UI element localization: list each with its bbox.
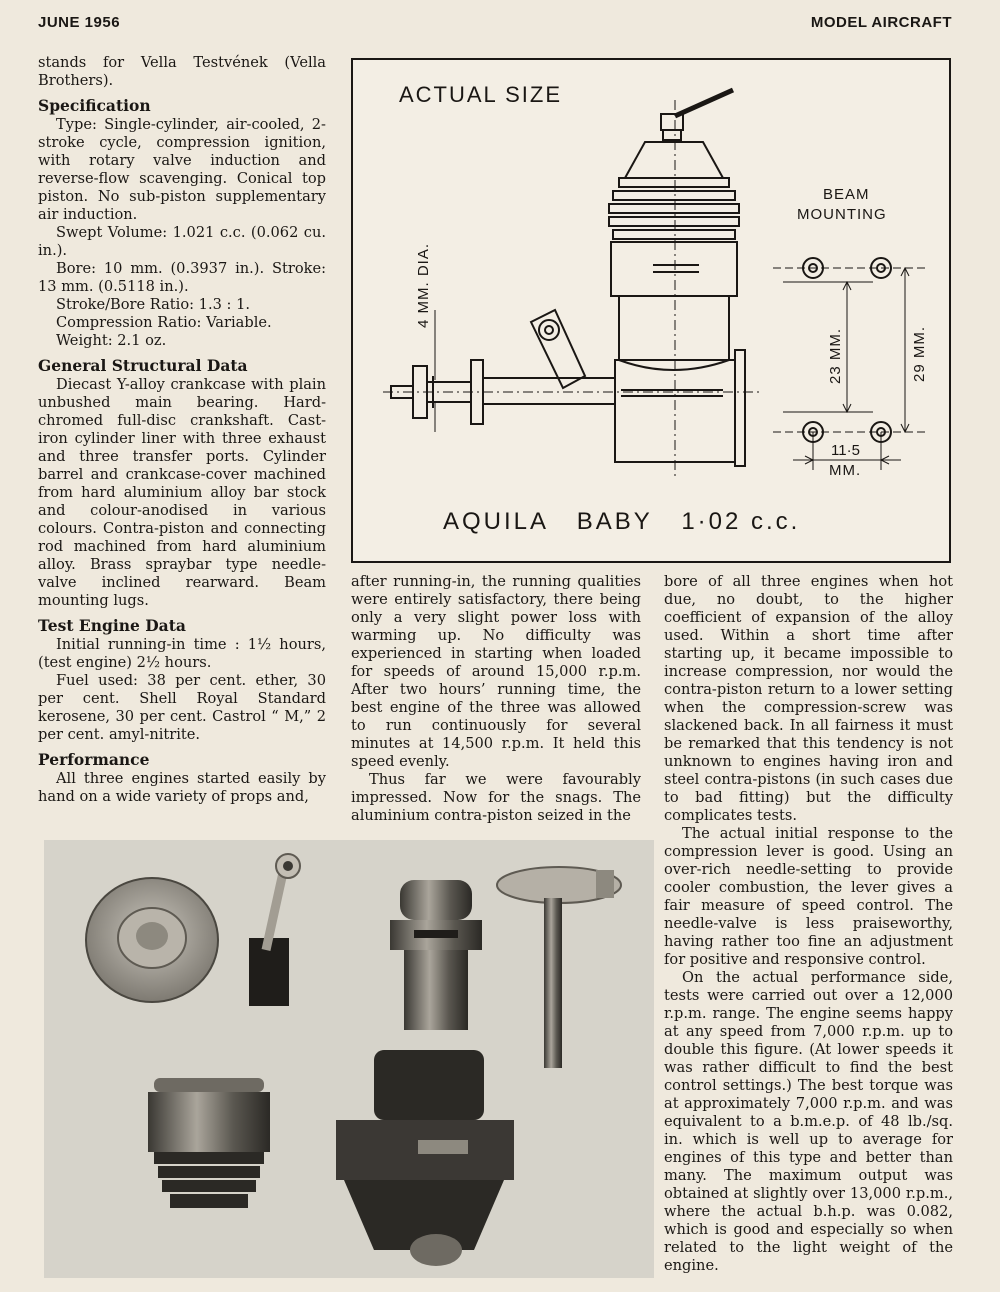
spec-weight: Weight: 2.1 oz. bbox=[56, 332, 167, 349]
spec-compression: Compression Ratio: Variable. bbox=[56, 314, 272, 331]
performance-text: All three engines started easily by hand on a wide variety of props and, bbox=[38, 770, 326, 805]
col3-para-1: bore of all three engines when hot due, no doubt, to the higher coefficient of expansion of the alloy used. Within a short time after starting up, it became impossible to increase compression, nor would the contra-piston return to a lower setting when the compression-screw was slackened back. In all fairness it must be remarked that this tendency is not unknown to engines having iron and steel contra-pistons (in such cases due to bad fitting) but the difficulty complicates tests. bbox=[664, 573, 953, 824]
dia-dimension-label: 4 MM. DIA. bbox=[415, 242, 432, 328]
col3-para-2: The actual initial response to the compression lever is good. Using an over-rich needle-setting to provide cooler combustion, the lever gives a fair measure of speed control. The needle-valve is less praiseworthy, having rather too fine an adjustment for positive and responsive control. bbox=[664, 825, 953, 968]
column-1 bbox=[38, 54, 326, 806]
page-header-date: JUNE 1956 bbox=[38, 14, 121, 31]
diagram-caption: AQUILA BABY 1·02 c.c. bbox=[443, 508, 801, 535]
structural-heading: General Structural Data bbox=[38, 356, 248, 375]
col2-para-1: after running-in, the running qualities were entirely satisfactory, there being only a very slight power loss with warming up. No difficulty was experienced in starting when loaded for speeds of around 15,000 r.p.m. After two hours’ running time, the best engine of the three was allowed to run continuously for several minutes at 14,500 r.p.m. It held this speed evenly. bbox=[351, 573, 641, 770]
test-running-in: Initial running-in time : 1½ hours, (test engine) 2½ hours. bbox=[38, 636, 326, 671]
engine-parts-photo bbox=[44, 840, 654, 1278]
dim-29mm-label: 29 MM. bbox=[911, 325, 928, 382]
beam-mounting-label-1: BEAM bbox=[823, 186, 870, 203]
actual-size-label: ACTUAL SIZE bbox=[399, 82, 562, 107]
spec-bore-stroke: Bore: 10 mm. (0.3937 in.). Stroke: 13 mm. (0.5118 in.). bbox=[38, 260, 326, 295]
column-3 bbox=[664, 573, 953, 1275]
test-engine-heading: Test Engine Data bbox=[38, 616, 186, 635]
dim-11-5-label: 11·5 bbox=[831, 442, 860, 459]
dim-23mm-label: 23 MM. bbox=[827, 327, 844, 384]
col3-para-3: On the actual performance side, tests were carried out over a 12,000 r.p.m. range. The engine seems happy at any speed from 7,000 r.p.m. up to double this figure. (At lower speeds it was rather difficult to find the best control settings.) The best torque was at approximately 7,000 r.p.m. and was equivalent to a b.m.e.p. of 48 lb./sq. in. which is well up to average for engines of this type and better than many. The maximum output was obtained at slightly over 13,000 r.p.m., where the actual b.h.p. was 0.082, which is good and especially so when related to the light weight of the engine. bbox=[664, 969, 953, 1274]
structural-text: Diecast Y-alloy crankcase with plain unbushed main bearing. Hard-chromed full-disc crankshaft. Cast-iron cylinder liner with three exhaust and three transfer ports. Cylinder barrel and crankcase-cover machined from hard aluminium alloy bar stock and colour-anodised in various colours. Contra-piston and connecting rod machined from hard aluminium alloy. Brass spraybar type needle-valve inclined rearward. Beam mounting lugs. bbox=[38, 376, 326, 609]
specification-heading: Specification bbox=[38, 96, 151, 115]
spec-type: Type: Single-cylinder, air-cooled, 2-stroke cycle, compression ignition, with rotary valve induction and reverse-flow scavenging. Conical top piston. No sub-piston supplementary air induction. bbox=[38, 116, 326, 223]
page-header-magazine: MODEL AIRCRAFT bbox=[810, 14, 952, 31]
beam-mounting-label-2: MOUNTING bbox=[797, 206, 887, 223]
spec-swept-volume: Swept Volume: 1.021 c.c. (0.062 cu. in.). bbox=[38, 224, 326, 259]
column-2 bbox=[351, 573, 641, 825]
intro-text: stands for Vella Testvének (Vella Brothers). bbox=[38, 54, 326, 89]
dim-mm-label: MM. bbox=[829, 462, 862, 479]
performance-heading: Performance bbox=[38, 750, 150, 769]
col2-para-2: Thus far we were favourably impressed. Now for the snags. The aluminium contra-piston seized in the bbox=[351, 771, 641, 824]
engine-drawing bbox=[353, 60, 949, 561]
engine-diagram bbox=[351, 58, 951, 563]
engine-parts-image bbox=[44, 840, 654, 1278]
spec-ratio: Stroke/Bore Ratio: 1.3 : 1. bbox=[56, 296, 251, 313]
test-fuel: Fuel used: 38 per cent. ether, 30 per cent. Shell Royal Standard kerosene, 30 per cent. Castrol “ M,” 2 per cent. amyl-nitrite. bbox=[38, 672, 326, 743]
